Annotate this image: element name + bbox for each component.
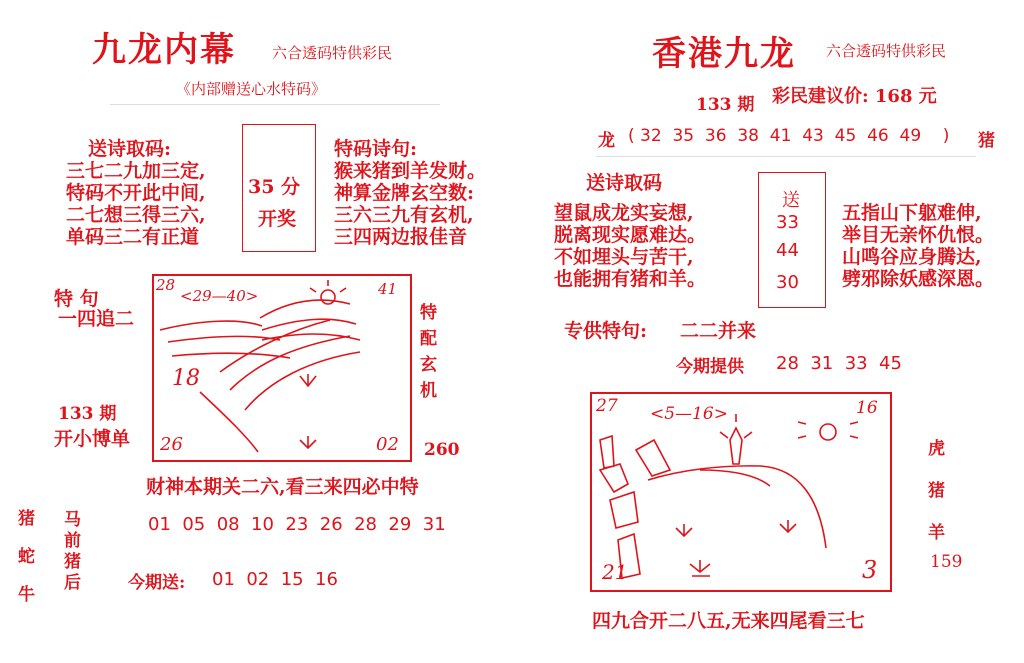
zodiac-char: 猪: [928, 481, 945, 501]
zodiac-char: 猪: [64, 552, 81, 572]
left-sketch-br: 02: [376, 434, 399, 455]
left-time: 35 分: [248, 176, 301, 198]
right-bottom-line: 四九合开二八五,无来四尾看三七: [592, 610, 865, 632]
right-side-number: 159: [930, 552, 963, 572]
right-special-label: 专供特句:: [564, 320, 648, 342]
right-send-num: 33: [776, 212, 799, 233]
left-sketch-bl: 26: [160, 434, 183, 455]
left-title: 九龙内幕: [92, 30, 236, 70]
left-period: 133 期: [58, 404, 117, 424]
left-poem-label: 送诗取码:: [88, 138, 172, 160]
right-poem-right-line: 五指山下躯难伸,: [842, 202, 982, 224]
right-title: 香港九龙: [652, 34, 796, 74]
left-today-numbers: 01 02 15 16: [212, 569, 338, 590]
zodiac-char: 猪: [18, 509, 35, 529]
right-special-value: 二二并来: [680, 320, 757, 342]
left-poem-line: 特码不开此中间,: [66, 182, 206, 204]
right-poem-line: 脱离现实愿难达。: [554, 224, 707, 246]
right-sketch-br: 3: [862, 556, 878, 584]
zodiac-char: 前: [64, 531, 81, 551]
right-poem-line: 不如埋头与苦干,: [554, 246, 694, 268]
left-side-char: 玄: [420, 355, 437, 375]
right-sketch-tl: 27: [596, 396, 618, 416]
right-dragon-numbers: ( 32 35 36 38 41 43 45 46 49 ): [628, 126, 950, 146]
left-side-char: 配: [420, 329, 437, 349]
left-poem-line: 二七想三得三六,: [66, 204, 206, 226]
left-side-char: 特: [420, 303, 437, 323]
left-time-action: 开奖: [258, 208, 297, 230]
right-send-num: 44: [776, 240, 799, 261]
left-sketch-tl: 28: [156, 276, 176, 294]
zodiac-char: 羊: [928, 523, 945, 543]
left-today-label: 今期送:: [128, 573, 186, 593]
right-period: 133 期: [696, 95, 755, 115]
right-sketch-bl: 21: [602, 560, 628, 584]
zodiac-char: 牛: [18, 585, 35, 605]
left-sketch-tr: 41: [378, 280, 398, 298]
right-sketch-tr: 16: [856, 398, 878, 418]
right-today-label: 今期提供: [676, 357, 744, 377]
left-special-line: 三四两边报佳音: [334, 226, 468, 248]
left-poem-line: 单码三二有正道: [66, 226, 200, 248]
left-special-label: 特码诗句:: [334, 138, 418, 160]
right-today-numbers: 28 31 33 45: [776, 353, 902, 374]
left-te-ju: 特 句: [54, 288, 99, 310]
left-side-number: 260: [424, 440, 460, 460]
left-special-line: 三六三九有玄机,: [334, 204, 474, 226]
zodiac-char: 虎: [928, 439, 945, 459]
right-poem-right-line: 山鸣谷应身腾达,: [842, 246, 982, 268]
right-poem-label: 送诗取码: [586, 172, 663, 194]
right-send-title: 送: [782, 190, 800, 211]
left-numbers: 01 05 08 10 23 26 28 29 31: [148, 514, 446, 535]
left-wealth-line: 财神本期关二六,看三来四必中特: [146, 476, 419, 498]
right-zodiac: [928, 428, 945, 554]
left-subtitle: 六合透码特供彩民: [272, 44, 393, 62]
zodiac-char: 后: [64, 573, 81, 593]
right-poem-right-line: 劈邪除妖感深恩。: [842, 268, 995, 290]
right-price: 彩民建议价: 168 元: [772, 86, 937, 107]
left-special-line: 神算金牌玄空数:: [334, 182, 475, 204]
left-special-line: 猴来猪到羊发财。: [334, 160, 487, 182]
right-send-num: 30: [776, 272, 799, 293]
left-poem-line: 三七二九加三定,: [66, 160, 206, 182]
right-sketch-range: <5—16>: [650, 404, 728, 424]
right-poem-right-line: 举目无亲怀仇恨。: [842, 224, 995, 246]
zodiac-char: 马: [64, 510, 81, 530]
left-te-ju-value: 一四追二: [58, 308, 135, 330]
left-tagline: 《内部赠送心水特码》: [176, 80, 327, 98]
right-pig-label: 猪: [978, 131, 995, 151]
right-subtitle: 六合透码特供彩民: [826, 42, 947, 60]
left-sketch-ml: 18: [172, 366, 200, 391]
right-poem-line: 也能拥有猪和羊。: [554, 268, 707, 290]
left-side-char: 机: [420, 381, 437, 401]
right-dragon-label: 龙: [598, 131, 615, 151]
right-poem-line: 望鼠成龙实妄想,: [554, 202, 694, 224]
left-kai-xiao: 开小博单: [54, 428, 131, 450]
zodiac-char: 蛇: [18, 547, 35, 567]
left-sketch-range: <29—40>: [180, 287, 259, 305]
